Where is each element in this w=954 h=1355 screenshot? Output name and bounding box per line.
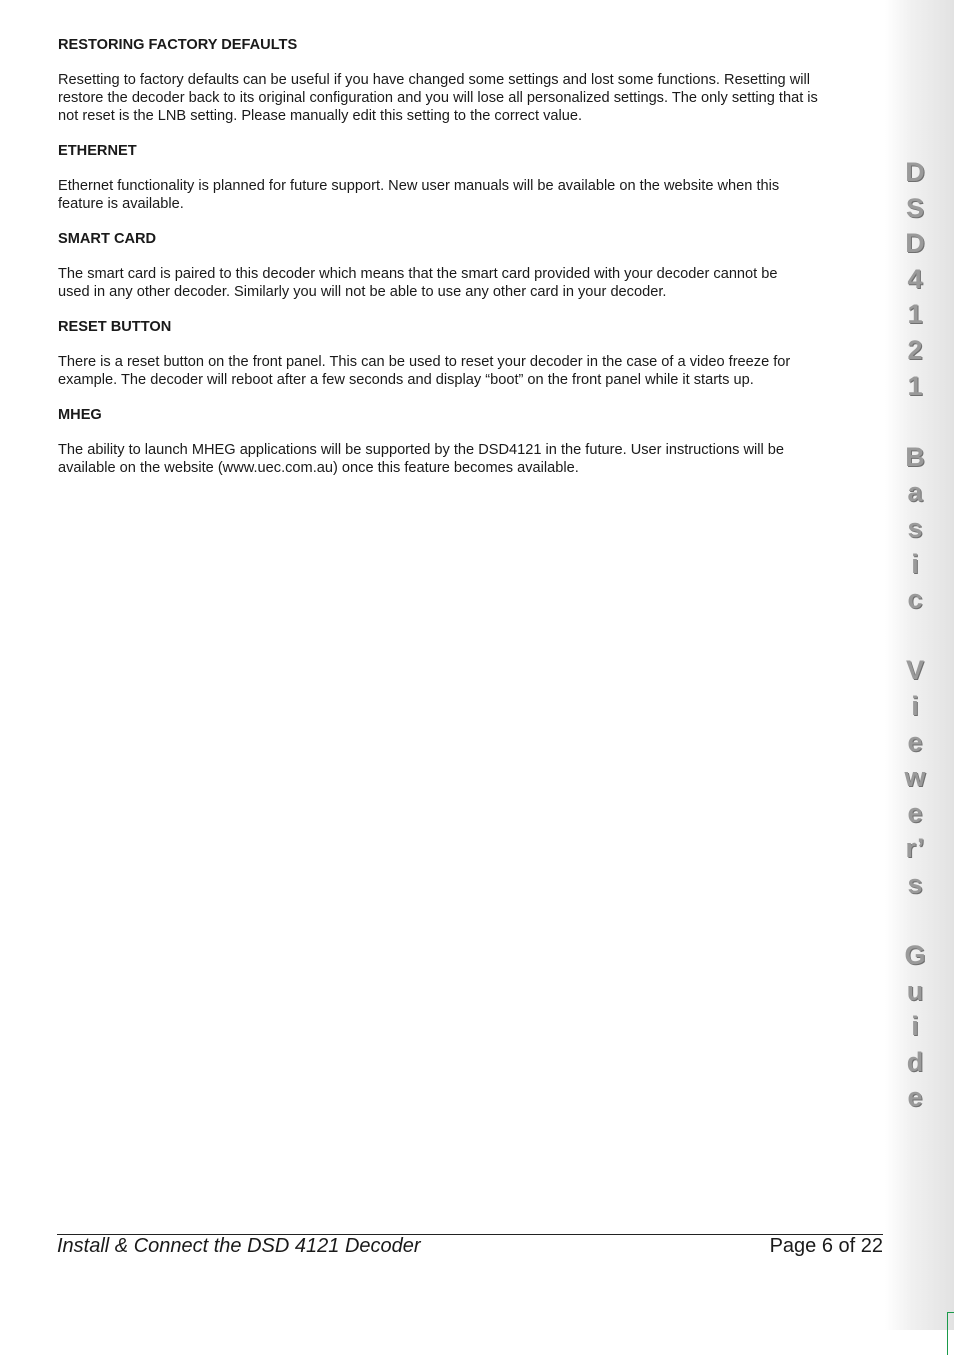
page-content [58,36,838,494]
vertical-title-char: D [905,228,925,259]
vertical-title-char: B [905,441,925,472]
section-heading-ethernet: ETHERNET [58,143,137,159]
vertical-title-char: r’ [905,833,925,864]
vertical-title-char: e [907,797,923,828]
vertical-title-char [898,404,932,440]
section-body-factory-defaults: Resetting to factory defaults can be useful if you have changed some settings and lost some functions. Resetting will restore the decoder back to its original configuration and you will lose all personalized settings. The only setting that is not reset is the LNB setting. Please manually edit this setting to the correct value. [58,72,818,124]
section-heading-smart-card: SMART CARD [58,231,157,247]
vertical-title-char: a [907,477,923,508]
vertical-title-char [898,902,932,938]
vertical-title-char: d [906,1046,924,1077]
vertical-title-char: D [905,157,925,187]
section-body-smart-card: The smart card is paired to this decoder which means that the smart card provided with your decoder cannot be used in any other decoder. Similarly you will not be able to use any other card in your decoder. [58,266,778,300]
vertical-title-char: w [904,762,926,793]
vertical-title-char: u [906,975,924,1006]
vertical-guide-title [898,155,932,1116]
vertical-title-char [898,618,932,654]
vertical-title-char: V [905,655,924,686]
vertical-title-char: i [911,1011,919,1042]
page-number: Page 6 of 22 [769,1235,883,1257]
crop-mark [947,1312,954,1355]
vertical-title-char: i [911,548,919,579]
section-heading-factory-defaults: RESTORING FACTORY DEFAULTS [58,37,298,53]
section-heading-mheg: MHEG [58,407,102,423]
section-body-mheg: The ability to launch MHEG applications will be supported by the DSD4121 in the future. User instructions will be available on the website (www.uec.com.au) once this feature becomes available. [58,442,784,476]
vertical-title-char: i [911,690,919,721]
vertical-title-char: e [907,1082,923,1113]
vertical-title-char: 2 [907,334,923,365]
vertical-title-char: s [907,512,923,543]
section-body-ethernet: Ethernet functionality is planned for future support. New user manuals will be available on the website when this feature is available. [58,178,780,212]
vertical-title-char: 1 [907,370,923,401]
vertical-title-char: 1 [907,299,923,330]
vertical-title-char: s [907,868,923,899]
vertical-title-char: S [905,192,924,223]
vertical-title-char: 4 [907,263,923,294]
vertical-title-char: G [904,940,926,971]
section-heading-reset-button: RESET BUTTON [58,319,172,335]
vertical-title-char: c [907,584,923,615]
vertical-title-char: e [907,726,923,757]
footer-document-title: Install & Connect the DSD 4121 Decoder [57,1235,421,1257]
section-body-reset-button: There is a reset button on the front panel. This can be used to reset your decoder in the case of a video freeze for example. The decoder will reboot after a few seconds and display “boot” on the front panel while it starts up. [58,354,791,388]
